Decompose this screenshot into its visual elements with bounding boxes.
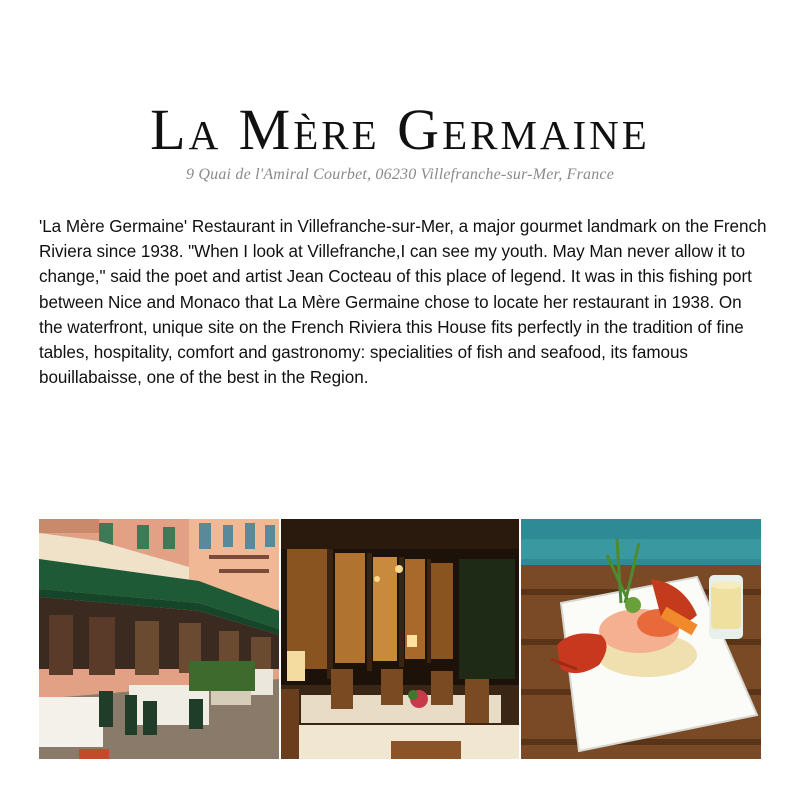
restaurant-address: 9 Quai de l'Amiral Courbet, 06230 Villefranche-sur-Mer, France — [185, 166, 615, 183]
restaurant-title: La Mère Germaine — [150, 97, 650, 162]
photo-gallery — [39, 519, 761, 759]
facade-photo — [39, 519, 279, 759]
dish-photo — [521, 519, 761, 759]
interior-photo — [281, 519, 519, 759]
restaurant-description: 'La Mère Germaine' Restaurant in Villefranche-sur-Mer, a major gourmet landmark on the French Riviera since 1938. "When I look at Villefranche,I can see my youth. May Man never allow it to change," said the poet and artist Jean Cocteau of this place of legend. It was in this fishing port between Nice and Monaco that La Mère Germaine chose to locate her restaurant in 1938. On the waterfront, unique site on the French Riviera this House fits perfectly in the tradition of fine tables, hospitality, comfort and gastronomy: specialities of fish and seafood, its famous bouillabaisse, one of the best in the Region. — [39, 217, 767, 388]
